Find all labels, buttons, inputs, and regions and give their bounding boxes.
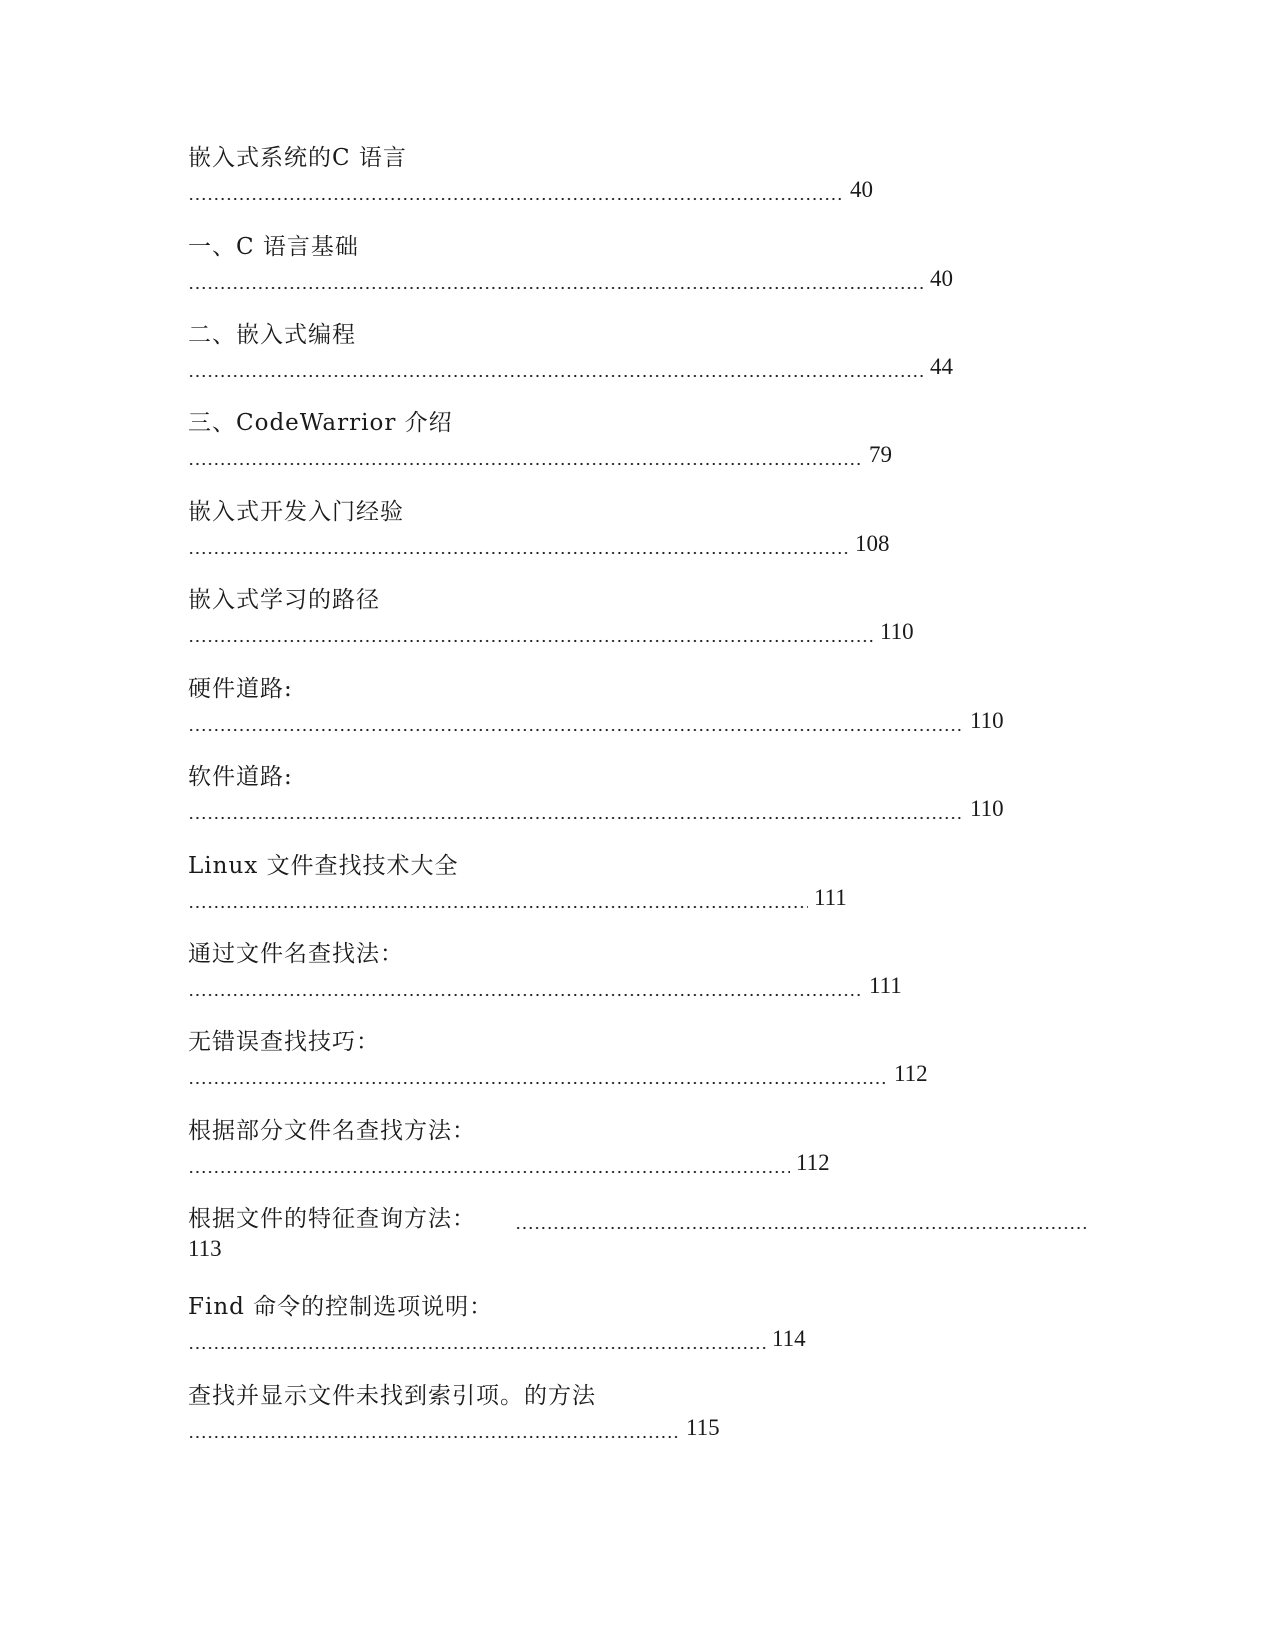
dot-leader bbox=[188, 440, 863, 470]
toc-entry-leader bbox=[188, 1059, 928, 1089]
toc-entry-leader bbox=[188, 264, 953, 294]
toc-entry-page-number: 113 bbox=[188, 1236, 222, 1261]
toc-entry-title: 根据部分文件名查找方法： bbox=[188, 1118, 476, 1144]
toc-entry-title: 二、嵌入式编程 bbox=[188, 322, 356, 348]
toc-entry-title: 嵌入式开发入门经验 bbox=[188, 499, 404, 525]
dot-leader bbox=[188, 1059, 888, 1089]
toc-entry-page-number: 108 bbox=[855, 531, 890, 556]
toc-entry-page-number: 115 bbox=[686, 1415, 720, 1440]
toc-entry-page-number: 110 bbox=[970, 708, 1004, 733]
toc-entry-title: Find 命令的控制选项说明： bbox=[188, 1294, 494, 1320]
toc-entry-page-number: 40 bbox=[930, 266, 953, 291]
toc-entry-page-number: 114 bbox=[772, 1326, 806, 1351]
dot-leader bbox=[188, 352, 924, 382]
toc-entry-page-number: 110 bbox=[970, 796, 1004, 821]
dot-leader bbox=[188, 883, 808, 913]
toc-entry-title: 三、CodeWarrior 介绍 bbox=[188, 410, 453, 436]
toc-entry-title: 嵌入式学习的路径 bbox=[188, 587, 380, 613]
toc-entry-leader bbox=[188, 1324, 806, 1354]
toc-entry-leader bbox=[188, 529, 890, 559]
toc-entry-title: 通过文件名查找法： bbox=[188, 941, 404, 967]
toc-entry-title: 软件道路: bbox=[188, 764, 293, 790]
dot-leader bbox=[188, 1324, 766, 1354]
dot-leader bbox=[515, 1204, 1088, 1234]
toc-entry-page-number: 111 bbox=[869, 973, 902, 998]
toc-entry-leader bbox=[188, 440, 892, 470]
toc-entry-title: Linux 文件查找技术大全 bbox=[188, 853, 459, 879]
toc-entry-leader bbox=[188, 1413, 720, 1443]
toc-entry-leader bbox=[188, 794, 1004, 824]
dot-leader bbox=[188, 175, 844, 205]
toc-entry-page-number: 79 bbox=[869, 442, 892, 467]
toc-entry-page-number: 110 bbox=[880, 619, 914, 644]
toc-entry-leader bbox=[188, 706, 1004, 736]
toc-entry-title: 查找并显示文件未找到索引项。的方法 bbox=[188, 1383, 596, 1409]
toc-entry-page-number: 111 bbox=[814, 885, 847, 910]
dot-leader bbox=[188, 1148, 790, 1178]
dot-leader bbox=[188, 617, 874, 647]
toc-entry-title: 无错误查找技巧： bbox=[188, 1029, 380, 1055]
dot-leader bbox=[188, 264, 924, 294]
toc-entry-page-number: 112 bbox=[894, 1061, 928, 1086]
toc-entry-page-number: 44 bbox=[930, 354, 953, 379]
toc-entry-title: 根据文件的特征查询方法： bbox=[188, 1206, 476, 1232]
toc-entry-title: 一、C 语言基础 bbox=[188, 234, 359, 260]
toc-entry-leader bbox=[188, 175, 873, 205]
dot-leader bbox=[188, 706, 964, 736]
dot-leader bbox=[188, 794, 964, 824]
toc-entry-leader bbox=[188, 617, 914, 647]
toc-entry-title: 嵌入式系统的C 语言 bbox=[188, 145, 407, 171]
dot-leader bbox=[188, 529, 849, 559]
toc-entry-leader bbox=[188, 352, 953, 382]
toc-entry-page-number: 112 bbox=[796, 1150, 830, 1175]
dot-leader bbox=[188, 1413, 680, 1443]
toc-entry-leader bbox=[188, 971, 902, 1001]
dot-leader bbox=[188, 971, 863, 1001]
toc-entry-title: 硬件道路: bbox=[188, 676, 293, 702]
toc-entry-page-number: 40 bbox=[850, 177, 873, 202]
toc-entry-leader bbox=[188, 883, 847, 913]
toc-entry-leader bbox=[188, 1148, 830, 1178]
